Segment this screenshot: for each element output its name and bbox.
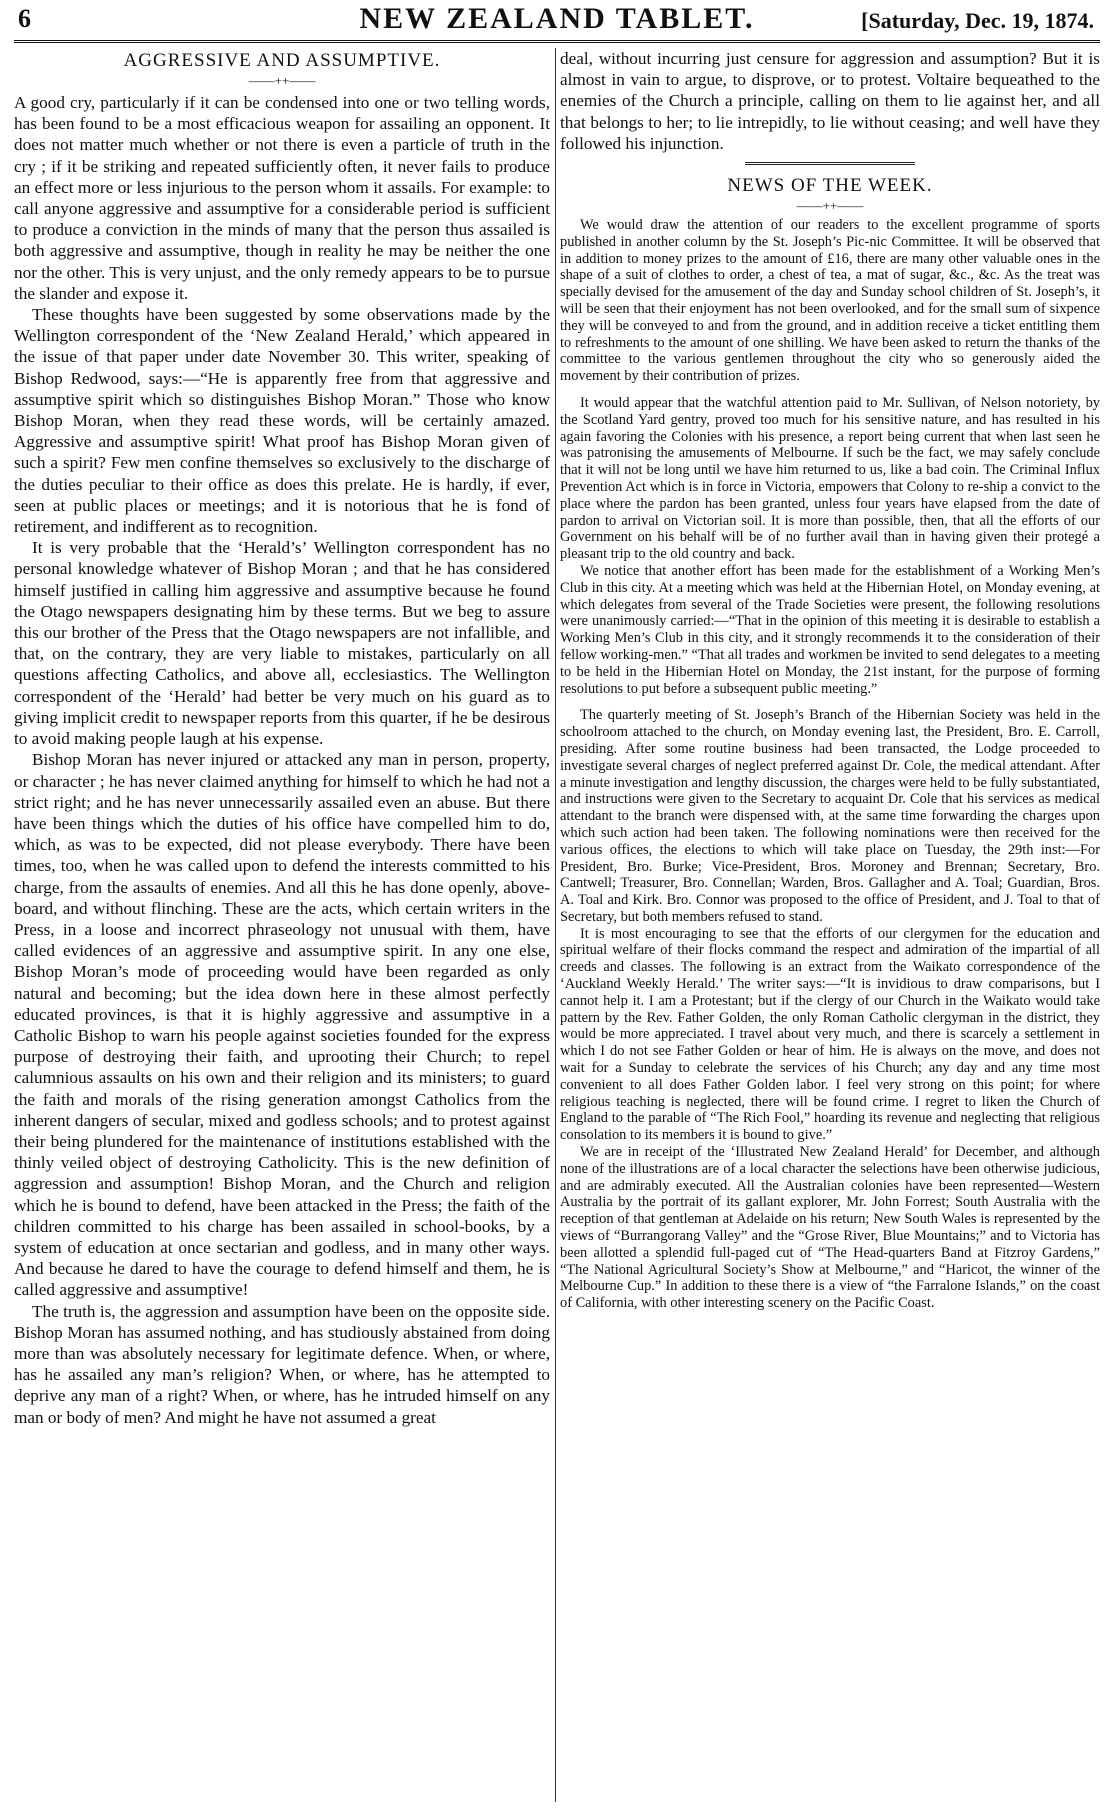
news-item: We would draw the attention of our readers to the excellent programme of sports published in another column by the St. Joseph’s Pic-nic Committee. It will be observed that in addition to money prizes to the amount of £16, there are many other valuable ones in the shape of a suit of clothes to order, a chest of tea, a mat of sugar, &c., &c. As the treat was specially devised for the amusement of the day and Sunday school children of St. Joseph’s, it will be seen that their enjoyment has not been overlooked, and for the small sum of sixpence they will be conveyed to and from the ground, and in addition receive a ticket entitling them to refreshments to the amount of one shilling. We have been asked to return the thanks of the committee to the various gentlemen throughout the city who so generously aided the movement by their contribution of prizes. bbox=[560, 217, 1100, 385]
news-item: The quarterly meeting of St. Joseph’s Branch of the Hibernian Society was held in the schoolroom attached to the church, on Monday evening last, the President, Bro. E. Carroll, presiding. After some routine business had been transacted, the Lodge proceeded to investigate several charges of neglect preferred against Dr. Cole, the medical attendant. After a minute investigation and lengthy discussion, the charges were held to be fully substantiated, and instructions were given to the Secretary to acquaint Dr. Cole that his services as medical attendant to the branch were dispensed with, at the same time forwarding the charges upon which such action had been taken. The following nominations were then received for the various offices, the elections to which will take place on Tuesday, the 29th inst:—For President, Bro. Burke; Vice-President, Bros. Moroney and Brennan; Secretary, Bro. Cantwell; Treasurer, Bro. Connellan; Warden, Bros. Gallagher and A. Toal; Guardian, Bros. A. Toal and Kirk. Bro. Connor was proposed to the office of President, and J. Toal to that of Secretary, but both members refused to stand. bbox=[560, 707, 1100, 925]
article-paragraph: These thoughts have been suggested by some observations made by the Wellington correspondent of the ‘New Zealand Herald,’ which appeared in the issue of that paper under date November 30. This writer, speaking of Bishop Redwood, says:—“He is apparently free from that aggressive and assumptive spirit which so distinguishes Bishop Moran.” Those who know Bishop Moran, when they read these words, will be certainly amazed. Aggressive and assumptive spirit! What proof has Bishop Moran given of such a spirit? Few men confine themselves so exclusively to the discharge of the duties peculiar to their office as does this prelate. He is hardly, if ever, seen at public places or meetings; and it is notorious that he is fond of retirement, and indifferent as to recognition. bbox=[14, 305, 550, 537]
page-number: 6 bbox=[18, 4, 31, 33]
column-divider bbox=[555, 48, 556, 1802]
news-item: It is most encouraging to see that the efforts of our clergymen for the education and spiritual welfare of their flocks command the respect and admiration of the impartial of all creeds and classes. The following is an extract from the Waikato correspondence of the ‘Auckland Weekly Herald.’ The writer says:—“It is invidious to draw comparisons, but I cannot help it. I am a Protestant; but if the clergy of our Church in the Waikato would take pattern by the Rev. Father Golden, the only Roman Catholic clergyman in the district, they would be more appreciated. I travel about very much, and there is scarcely a settlement in which I do not see Father Golden or hear of him. He is always on the move, and does not wait for a Sunday to celebrate the services of his Church; any day and any time most convenient to all does Father Golden labor. I feel very strong on this point; for where religious teaching is neglected, there will be found crime. I regret to liken the Church of England to the parable of “The Rich Fool,” hoarding its revenue and neglecting that religious consolation to its members it is bound to give.” bbox=[560, 925, 1100, 1144]
section-rule bbox=[745, 162, 915, 165]
issue-date: [Saturday, Dec. 19, 1874. bbox=[861, 8, 1094, 33]
news-heading: NEWS OF THE WEEK. bbox=[727, 175, 933, 197]
heading-ornament: ——++—— bbox=[248, 73, 316, 88]
news-item: We notice that another effort has been made for the establishment of a Working Men’s Club in this city. At a meeting which was held at the Hibernian Hotel, on Monday evening, at which delegates from several of the Trade Societies were present, the following resolutions were unanimously carried:—“That in the opinion of this meeting it is desirable to establish a Working Men’s Club in this city, and it strongly recommends it to the consideration of their fellow working-men.” “That all trades and workmen be invited to send delegates to a meeting to be held in the Hibernian Hotel on Monday, the 21st instant, for the purpose of forming resolutions to put before a subsequent public meeting.” bbox=[560, 562, 1100, 697]
heading-ornament: ——++—— bbox=[796, 198, 864, 214]
news-item: We are in receipt of the ‘Illustrated New Zealand Herald’ for December, and although none of the illustrations are of a local character the selections have been otherwise judicious, and are admirably executed. All the Australian colonies have been represented—Western Australia by the portrait of its gallant explorer, Mr. John Forrest; South Australia with the reception of that gentleman at Adelaide on his return; New South Wales is represented by the views of “Burrangorang Valley” and the “Grose River, Blue Mountains;” and to Victoria has been allotted a splendid full-paged cut of “The Head-quarters Band at Fitzroy Gardens,” “The National Agricultural Society’s Show at Melbourne,” and “Haricot, the winner of the Melbourne Cup.” In addition to these there is a view of “the Farralone Islands,” on the coast of California, with other interesting scenery on the Pacific Coast. bbox=[560, 1144, 1100, 1312]
article-paragraph: It is very probable that the ‘Herald’s’ Wellington correspondent has no personal knowledge whatever of Bishop Moran ; and that he has considered himself justified in calling him aggressive and assumptive because he found the Otago newspapers designating him by these terms. But we beg to assure this our brother of the Press that the Otago newspapers are not infallible, and that, on the contrary, they are very liable to mistakes, particularly on all questions affecting Catholics, and above all, ecclesiastics. The Wellington correspondent of the ‘Herald’ had better be very much on his guard as to giving implicit credit to newspaper reports from this quarter, if he be desirous to avoid making people laugh at his expense. bbox=[14, 538, 550, 749]
article-paragraph: Bishop Moran has never injured or attacked any man in person, property, or character ; he has never claimed anything for himself to which he had not a strict right; and he has never unnecessarily assailed even an abuse. But there have been things which the duties of his office have compelled him to do, which, as was to be expected, did not please everybody. There have been times, too, when he was called upon to defend the interests committed to his charge, from the assaults of enemies. And all this he has done openly, above-board, and without flinching. These are the acts, which certain writers in the Press, in a loose and incorrect phraseology not unusual with them, have called evidences of an aggressive and assumptive spirit. In any one else, Bishop Moran’s mode of proceeding would have been regarded as only natural and becoming; but the idea down here in these almost perfectly educated provinces, is that it is highly aggressive and assumptive in a Catholic Bishop to warn his people against societies founded for the express purpose of destroying their faith, and uprooting their Church; to repel calumnious assaults on his own and their religion and its ministers; to guard the faith and morals of the rising generation amongst Catholics from the inherent dangers of secular, mixed and godless schools; and to protest against their being plundered for the maintenance of institutions established with the thinly veiled object of destroying Catholicity. This is the new definition of aggression and assumption! Bishop Moran, and the Church and religion which he is bound to defend, have been attacked in the Press; the faith of the children committed to his charge has been assailed in school-books, by a system of education at once sectarian and godless, and in many other ways. And because he dared to have the courage to defend himself and them, he is called aggressive and assumptive! bbox=[14, 750, 550, 1300]
publication-title: NEW ZEALAND TABLET. bbox=[359, 2, 755, 35]
masthead-rule bbox=[14, 40, 1100, 43]
article-heading: AGGRESSIVE AND ASSUMPTIVE. bbox=[123, 50, 441, 71]
article-continuation: deal, without incurring just censure for aggression and assumption? But it is almost in vain to argue, to disprove, or to protest. Voltaire bequeathed to the enemies of the Church a principle, calling on them to lie against her, and all that belongs to her; to lie intrepidly, to lie without ceasing; and well have they followed his injunction. bbox=[560, 49, 1100, 153]
article-paragraph: The truth is, the aggression and assumption have been on the opposite side. Bishop Moran has assumed nothing, and has studiously abstained from doing more than was absolutely necessary for legitimate defence. When, or where, has he assailed any man’s religion? When, or where, has he attempted to deprive any man of a right? When, or where, has he intruded himself on any man or body of men? And might he have not assumed a great bbox=[14, 1301, 550, 1427]
masthead bbox=[0, 0, 1114, 40]
news-item: It would appear that the watchful attention paid to Mr. Sullivan, of Nelson notoriety, by the Scotland Yard gentry, proved too much for his sensitive nature, and has resulted in his again favoring the Colonies with his presence, a report being current that when last seen he was patronising the amusements of Melbourne. If such be the fact, we may safely conclude that it will not be long until we have him returned to us, like a bad coin. The Criminal Influx Prevention Act which is in force in Victoria, empowers that Colony to re-ship a convict to the place where the pardon has been granted, unless four years have elapsed from the date of pardon to arrival on Victorian soil. It is more than possible, then, that all the efforts of our Government on his behalf will be of no further avail than in having given their protegé a pleasant trip to the old country and back. bbox=[560, 394, 1100, 563]
left-column bbox=[14, 48, 550, 1804]
article-paragraph: A good cry, particularly if it can be condensed into one or two telling words, has been found to be a most efficacious weapon for assailing an opponent. It does not matter much whether or not there is even a particle of truth in the cry ; if it be striking and repeated sufficiently often, it never fails to produce an effect more or less injurious to the person whom it assails. For example: to call anyone aggressive and assumptive for a considerable period is sufficient to produce a conviction in the minds of many that the person thus assailed is both aggressive and assumptive, though in reality he may be neither the one nor the other. This is very unjust, and the only remedy appears to be to pursue the slander and expose it. bbox=[14, 93, 550, 303]
right-column bbox=[560, 48, 1100, 1804]
